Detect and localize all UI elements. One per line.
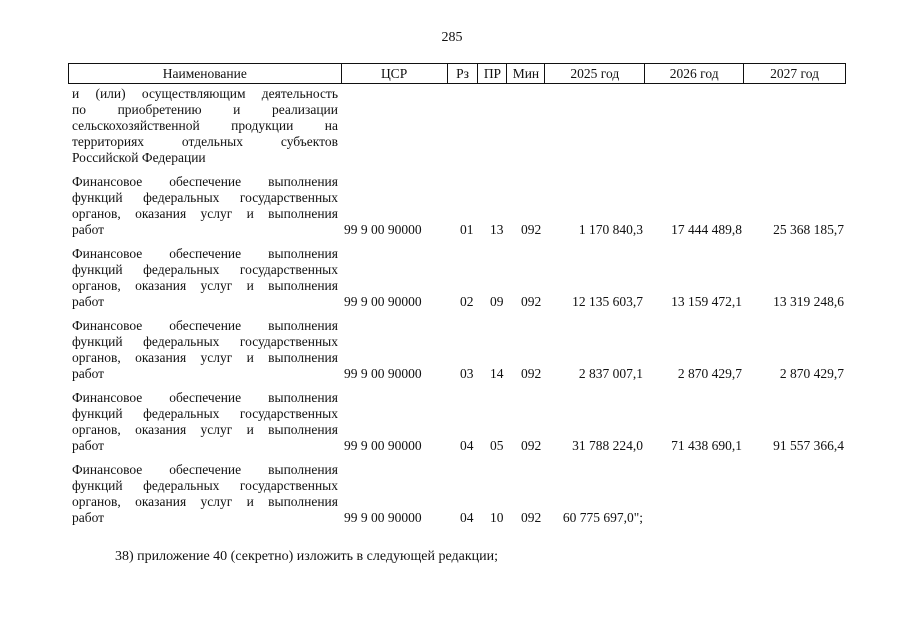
- row-values: [72, 294, 848, 310]
- cell-csr: 99 9 00 90000: [344, 222, 422, 237]
- cell-csr: 99 9 00 90000: [344, 294, 422, 309]
- row-name-line: органов, оказания услуг и выполнения: [72, 278, 338, 293]
- cell-2025: 1 170 840,3: [578, 222, 643, 237]
- cell-2027: 25 368 185,7: [773, 222, 844, 237]
- footer-text: 38) приложение 40 (секретно) изложить в следующей редакции;: [115, 549, 499, 564]
- cell-2026: 17 444 489,8: [671, 222, 742, 237]
- continuation-line: и (или) осуществляющим деятельность: [72, 86, 338, 101]
- cell-csr: 99 9 00 90000: [344, 366, 422, 381]
- cell-rz: 04: [460, 438, 474, 453]
- continuation-text: [72, 86, 338, 166]
- header-2027: 2027 год: [770, 65, 819, 81]
- cell-rz: 01: [460, 222, 474, 237]
- header-rz: Рз: [448, 64, 479, 83]
- cell-min: 092: [521, 510, 542, 525]
- cell-2025: 2 837 007,1: [578, 366, 643, 381]
- row-name-line: работ: [72, 366, 105, 381]
- table-row: [72, 174, 848, 238]
- table-row: [72, 246, 848, 310]
- cell-2025: 60 775 697,0";: [562, 510, 643, 525]
- cell-2027: 91 557 366,4: [773, 438, 844, 453]
- page-number: 285: [441, 30, 463, 45]
- continuation-line: территориях отдельных субъектов: [72, 134, 338, 149]
- cell-2026: 13 159 472,1: [671, 294, 742, 309]
- row-name-line: Финансовое обеспечение выполнения: [72, 462, 338, 477]
- cell-min: 092: [521, 366, 542, 381]
- row-name-line: органов, оказания услуг и выполнения: [72, 494, 338, 509]
- row-name-line: функций федеральных государственных: [72, 478, 338, 493]
- header-pr: ПР: [478, 64, 507, 83]
- cell-rz: 04: [460, 510, 474, 525]
- continuation-line: сельскохозяйственной продукции на: [72, 118, 338, 133]
- cell-rz: 03: [460, 366, 474, 381]
- continuation-line: по приобретению и реализации: [72, 102, 338, 117]
- row-values: [72, 222, 848, 238]
- cell-min: 092: [521, 294, 542, 309]
- row-name-line: Финансовое обеспечение выполнения: [72, 318, 338, 333]
- table-row: [72, 318, 848, 382]
- row-name-line: органов, оказания услуг и выполнения: [72, 422, 338, 437]
- cell-pr: 10: [490, 510, 504, 525]
- row-name-line: Финансовое обеспечение выполнения: [72, 174, 338, 189]
- cell-pr: 09: [490, 294, 504, 309]
- row-name-line: функций федеральных государственных: [72, 190, 338, 205]
- cell-2026: 71 438 690,1: [671, 438, 742, 453]
- row-name-line: работ: [72, 222, 105, 237]
- row-values: [72, 366, 848, 382]
- row-values: [72, 438, 848, 454]
- header-2026: 2026 год: [645, 64, 744, 83]
- cell-min: 092: [521, 222, 542, 237]
- continuation-line: Российской Федерации: [72, 150, 206, 165]
- table-header: [68, 63, 846, 84]
- header-csr: ЦСР: [342, 64, 448, 83]
- cell-2026: 2 870 429,7: [677, 366, 742, 381]
- row-name-line: функций федеральных государственных: [72, 262, 338, 277]
- cell-pr: 05: [490, 438, 504, 453]
- cell-2025: 12 135 603,7: [572, 294, 643, 309]
- cell-rz: 02: [460, 294, 474, 309]
- row-name-line: функций федеральных государственных: [72, 334, 338, 349]
- row-name-line: функций федеральных государственных: [72, 406, 338, 421]
- row-name-line: работ: [72, 294, 105, 309]
- row-name-line: Финансовое обеспечение выполнения: [72, 390, 338, 405]
- cell-min: 092: [521, 438, 542, 453]
- row-name-line: работ: [72, 510, 105, 525]
- cell-2025: 31 788 224,0: [572, 438, 643, 453]
- row-name-line: работ: [72, 438, 105, 453]
- cell-csr: 99 9 00 90000: [344, 510, 422, 525]
- header-2025: 2025 год: [545, 64, 645, 83]
- row-name-line: Финансовое обеспечение выполнения: [72, 246, 338, 261]
- row-values: [72, 510, 848, 526]
- table-row: [72, 390, 848, 454]
- table-row: [72, 462, 848, 526]
- cell-2027: 2 870 429,7: [779, 366, 844, 381]
- header-name: Наименование: [69, 64, 342, 83]
- header-min: Мин: [507, 64, 545, 83]
- cell-2027: 13 319 248,6: [773, 294, 844, 309]
- cell-pr: 13: [490, 222, 504, 237]
- row-name-line: органов, оказания услуг и выполнения: [72, 350, 338, 365]
- cell-csr: 99 9 00 90000: [344, 438, 422, 453]
- cell-pr: 14: [490, 366, 504, 381]
- row-name-line: органов, оказания услуг и выполнения: [72, 206, 338, 221]
